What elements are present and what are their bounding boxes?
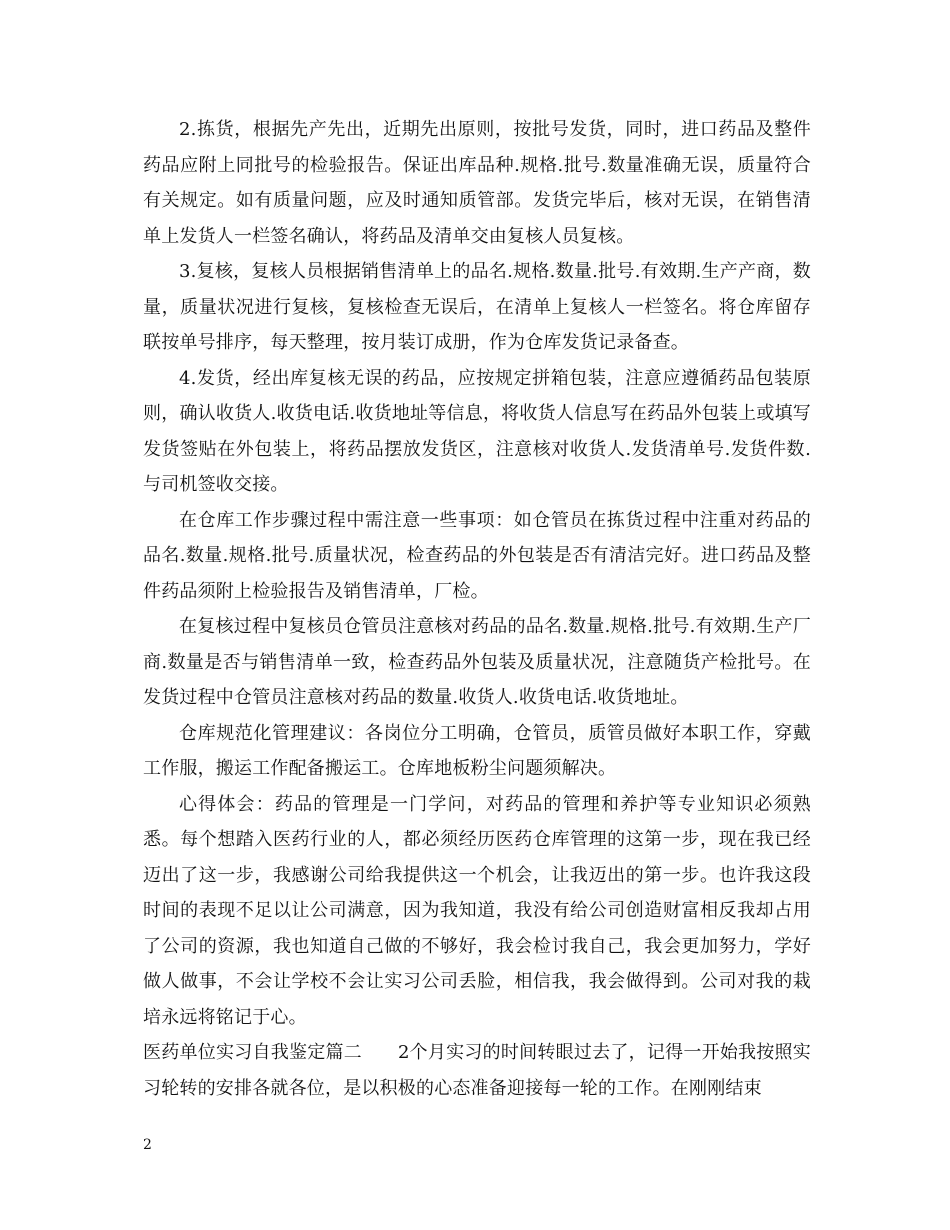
- section-heading: 医药单位实习自我鉴定篇二: [143, 1042, 362, 1063]
- document-body: [143, 112, 811, 1106]
- page-number: 2: [143, 1137, 152, 1153]
- paragraph-warehouse-notes: 在仓库工作步骤过程中需注意一些事项：如仓管员在拣货过程中注重对药品的品名.数量.规格.批号.质量状况，检查药品的外包装是否有清洁完好。进口药品及整件药品须附上检验报告及销售清单，厂检。: [143, 509, 811, 602]
- section-text: 2个月实习的时间转眼过去了，记得一开始我按照实习轮转的安排各就各位，是以积极的心态准备迎接每一轮的工作。在刚刚结束: [143, 1042, 811, 1099]
- paragraph-reflections: 心得体会：药品的管理是一门学问，对药品的管理和养护等专业知识必须熟悉。每个想踏入医药行业的人，都必须经历医药仓库管理的这第一步，现在我已经迈出了这一步，我感谢公司给我提供这一个机会，让我迈出的第一步。也许我这段时间的表现不足以让公司满意，因为我知道，我没有给公司创造财富相反我却占用了公司的资源，我也知道自己做的不够好，我会检讨我自己，我会更加努力，学好做人做事，不会让学校不会让实习公司丢脸，相信我，我会做得到。公司对我的栽培永远将铭记于心。: [143, 793, 811, 1028]
- paragraph-picking: 2.拣货，根据先产先出，近期先出原则，按批号发货，同时，进口药品及整件药品应附上同批号的检验报告。保证出库品种.规格.批号.数量准确无误，质量符合有关规定。如有质量问题，应及时通知质管部。发货完毕后，核对无误，在销售清单上发货人一栏签名确认，将药品及清单交由复核人员复核。: [143, 119, 811, 247]
- paragraph-management-suggestions: 仓库规范化管理建议：各岗位分工明确，仓管员，质管员做好本职工作，穿戴工作服，搬运工作配备搬运工。仓库地板粉尘问题须解决。: [143, 722, 811, 779]
- paragraph-review-notes: 在复核过程中复核员仓管员注意核对药品的品名.数量.规格.批号.有效期.生产厂商.数量是否与销售清单一致，检查药品外包装及质量状况，注意随货产检批号。在发货过程中仓管员注意核对药品的数量.收货人.收货电话.收货地址。: [143, 616, 811, 708]
- section-paragraph: [143, 1035, 811, 1106]
- paragraph-review: 3.复核，复核人员根据销售清单上的品名.规格.数量.批号.有效期.生产产商，数量，质量状况进行复核，复核检查无误后，在清单上复核人一栏签名。将仓库留存联按单号排序，每天整理，按月装订成册，作为仓库发货记录备查。: [143, 261, 811, 353]
- paragraph-shipping: 4.发货，经出库复核无误的药品，应按规定拼箱包装，注意应遵循药品包装原则，确认收货人.收货电话.收货地址等信息，将收货人信息写在药品外包装上或填写发货签贴在外包装上，将药品摆放发货区，注意核对收货人.发货清单号.发货件数.与司机签收交接。: [143, 367, 811, 495]
